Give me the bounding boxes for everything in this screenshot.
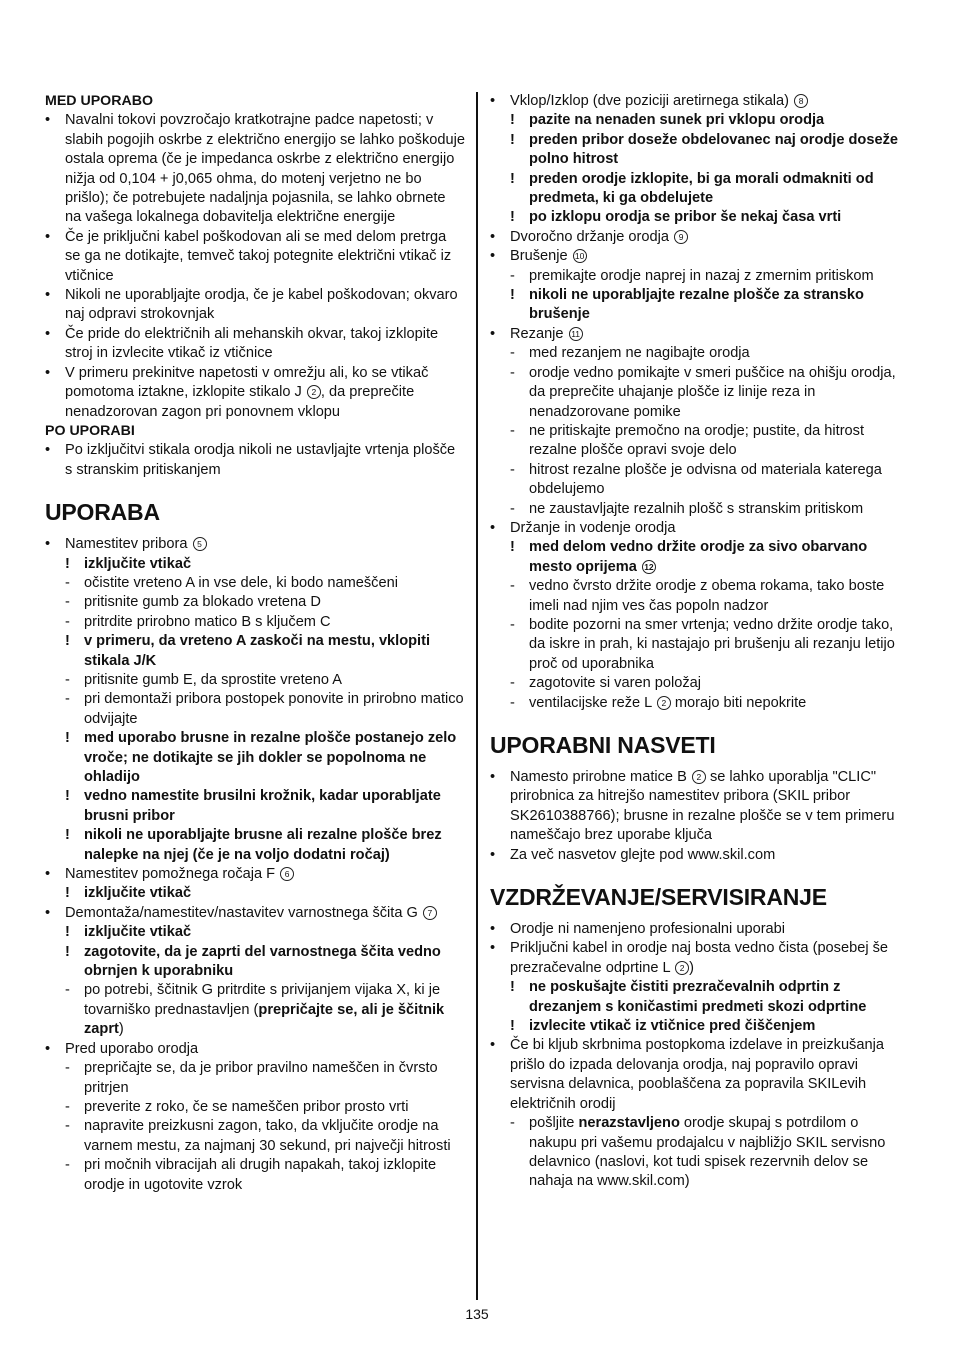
dash-marker: - [510,578,515,595]
item-text: preverite z roko, če se nameščen pribor prosto vrti [84,1098,409,1115]
exclamation-marker: ! [510,287,515,304]
dash-marker: - [510,616,515,633]
section-heading: VZDRŽEVANJE/SERVISIRANJE [490,884,827,911]
dash-marker: - [65,1157,70,1174]
dash-marker: - [65,1098,70,1115]
dash-item [45,1156,465,1195]
warning-item [45,826,465,865]
exclamation-marker: ! [510,209,515,226]
bullet-marker: • [45,866,51,883]
bullet-marker: • [45,325,51,342]
item-text: izključite vtikač [84,885,192,902]
item-text-continued: se lahko uporablja "CLIC" prirobnica za hitrejšo namestitev pribora (SKIL pribor SK2610388766); brusne in rezalne plošče se v tem primeru nameščajo brez uporabe ključa [510,769,895,844]
item-text: zagotovite, da je zaprti del varnostnega ščita vedno obrnjen k uporabniku [84,943,441,980]
exclamation-marker: ! [510,1018,515,1035]
bullet-marker: • [45,536,51,553]
dash-marker: - [65,594,70,611]
bullet-item [45,904,465,923]
item-text: v primeru, da vreteno A zaskoči na mestu, vklopiti stikala J/K [84,633,431,669]
figure-reference-number: 7 [423,906,437,920]
item-text: izvlecite vtikač iz vtičnice pred čiščenjem [529,1018,816,1035]
item-text: pritisnite gumb za blokado vretena D [84,594,321,611]
item-text: vedno čvrsto držite orodje z obema rokama, tako boste imeli nad njim ves čas popoln nadzor [529,578,885,614]
warning-item [490,131,910,170]
item-text: preden orodje izklopite, bi ga morali odmakniti od predmeta, ki ga obdelujete [529,170,874,207]
warning-item [490,208,910,227]
dash-item [45,613,465,632]
warning-item [45,884,465,903]
item-text: Namesto prirobne matice B [510,769,691,785]
item-text: Demontaža/namestitev/nastavitev varnostnega ščita G [65,904,422,921]
bullet-item [490,768,910,846]
item-text-continued: ) [689,959,695,976]
figure-reference-number: 5 [193,537,207,551]
dash-marker: - [510,364,515,381]
item-text: Brušenje [510,248,572,265]
item-text: med uporabo brusne in rezalne plošče postanejo zelo vroče; ne dotikajte se jih dokler se popolnoma ne ohladijo [84,730,457,785]
item-text: Dvoročno držanje orodja [510,228,674,245]
bullet-marker: • [490,93,496,109]
bullet-item [45,228,465,286]
item-text: pri demontaži pribora postopek ponovite in prirobno matico odvijajte [84,691,464,727]
bullet-marker: • [45,1040,51,1057]
item-text: Za več nasvetov glejte pod www.skil.com [510,846,776,863]
figure-reference-number: 10 [573,249,587,263]
bullet-item [490,228,910,247]
bullet-marker: • [490,228,496,245]
item-text: med rezanjem ne nagibajte orodja [529,345,750,362]
item-text: Rezanje [510,325,568,342]
warning-item [45,555,465,574]
item-text: Pred uporabo orodja [65,1040,199,1057]
item-text: pazite na nenaden sunek pri vklopu orodja [529,112,825,129]
item-text: orodje vedno pomikajte v smeri puščice na ohišju orodja, da preprečite uhajanje plošče iz linije reza in nenadzorovane pomike [529,364,896,420]
section-heading: UPORABNI NASVETI [490,732,716,758]
item-text: pošljite [529,1115,579,1132]
item-text: Namestitev pribora [65,536,192,553]
figure-reference-number: 2 [675,961,689,975]
bullet-marker: • [45,287,51,304]
item-text: premikajte orodje naprej in nazaj z zmernim pritiskom [529,267,874,284]
bullet-marker: • [45,442,51,459]
item-text: očistite vreteno A in vse dele, ki bodo nameščeni [84,574,398,591]
dash-item [490,422,910,461]
dash-item [490,694,910,713]
item-text: nikoli ne uporabljajte brusne ali rezalne plošče brez nalepke na njej (če je na voljo dodatni ročaj) [84,827,442,863]
item-text-continued: orodje skupaj s potrdilom o nakupu pri vašemu prodajalcu v najbližjo SKIL servisno delavnico (naslovi, kot tudi spisek rezervnih delov se nahaja na www.skil.com) [529,1115,886,1190]
dash-item [45,981,465,1039]
page-number: 135 [465,1306,489,1322]
exclamation-marker: ! [510,112,515,129]
bullet-item [45,1040,465,1059]
dash-item [45,671,465,690]
item-text: Če bi kljub skrbnima postopkoma izdelave in preizkušanja prišlo do izpada delovanja orodja, naj popravilo opravi servisna delavnica, pooblaščena za popravila SKILevih električnih orodij [510,1037,884,1112]
item-text: preden pribor doseže obdelovanec naj orodje doseže polno hitrost [529,131,898,168]
dash-item [490,267,910,286]
item-text: ne pritiskajte premočno na orodje; pustite, da hitrost rezalne plošče opravi svoje delo [529,422,865,459]
dash-marker: - [65,691,70,708]
bullet-item [45,535,465,554]
item-text-continued: ) [118,1021,124,1038]
item-text: pritisnite gumb E, da sprostite vreteno A [84,671,342,688]
exclamation-marker: ! [510,131,515,148]
dash-item [45,574,465,593]
bullet-item [490,325,910,344]
item-text: V primeru prekinitve napetosti v omrežju ali, ko se vtikač pomotoma iztakne, izklopite stikalo J [65,364,429,401]
dash-item [490,674,910,693]
dash-marker: - [510,345,515,362]
dash-marker: - [65,574,70,591]
bullet-item [490,1036,910,1114]
exclamation-marker: ! [65,924,70,941]
exclamation-marker: ! [510,539,515,556]
bullet-marker: • [45,364,51,381]
figure-reference-number: 6 [280,867,294,881]
bullet-marker: • [490,325,496,342]
item-text-continued: , da preprečite nenadzorovan zagon pri ponovnem vklopu [65,384,415,420]
dash-item [45,1098,465,1117]
item-text: zagotovite si varen položaj [529,675,701,692]
exclamation-marker: ! [65,827,70,844]
warning-item [490,170,910,209]
bullet-marker: • [490,769,496,785]
item-text: napravite preizkusni zagon, tako, da vključite orodje na varnem mestu, za najmanj 30 sekund, pri največji hitrosti [84,1118,451,1154]
item-text: ne poskušajte čistiti prezračevalnih odprtin z drezanjem s koničastimi predmeti skozi odprtine [529,979,867,1015]
bullet-marker: • [45,904,51,921]
left-column [45,92,465,1195]
dash-item [45,1059,465,1098]
figure-reference-number: 2 [692,770,706,784]
item-text: izključite vtikač [84,555,192,572]
right-column [490,92,910,1192]
dash-marker: - [510,267,515,284]
item-text: hitrost rezalne plošče je odvisna od materiala katerega obdelujemo [529,461,882,498]
item-text: Orodje ni namenjeno profesionalni uporabi [510,921,786,938]
item-text: pri močnih vibracijah ali drugih napakah, takoj izklopite orodje in ugotovite vzrok [84,1157,437,1193]
warning-item [45,632,465,671]
figure-reference-number: 11 [569,327,583,341]
warning-item [490,1017,910,1036]
bullet-item [45,111,465,227]
dash-item [490,461,910,500]
section-heading: UPORABA [45,499,160,526]
dash-item [45,593,465,612]
bullet-marker: • [490,846,496,863]
bullet-marker: • [490,248,496,265]
item-bold-text: prepričajte se, ali je ščitnik zaprt [84,1001,445,1038]
subheading: MED UPORABO [45,93,153,109]
dash-marker: - [510,675,515,692]
bullet-item [490,846,910,865]
item-text: Nikoli ne uporabljajte orodja, če je kabel poškodovan; okvaro naj odpravi strokovnjak [65,287,458,323]
dash-marker: - [510,461,515,478]
exclamation-marker: ! [65,885,70,902]
bullet-item [490,920,910,939]
bullet-item [490,247,910,266]
dash-marker: - [510,694,515,711]
dash-marker: - [65,982,70,999]
dash-marker: - [510,500,515,517]
warning-item [490,111,910,130]
item-text: po izklopu orodja se pribor še nekaj časa vrti [529,209,842,226]
exclamation-marker: ! [510,979,515,996]
item-text: izključite vtikač [84,924,192,941]
item-text: Če pride do električnih ali mehanskih okvar, takoj izklopite stroj in izvlecite vtikač iz vtičnice [65,325,439,362]
item-text: ne zaustavljajte rezalnih plošč s stranskim pritiskom [529,500,864,517]
dash-item [490,500,910,519]
item-text: nikoli ne uporabljajte rezalne plošče za stransko brušenje [529,287,864,323]
dash-marker: - [65,1060,70,1077]
dash-item [490,364,910,422]
dash-item [490,1114,910,1192]
bullet-item [45,364,465,422]
dash-item [45,690,465,729]
bullet-marker: • [490,1037,496,1054]
figure-reference-number: 8 [794,94,808,108]
item-text: vedno namestite brusilni krožnik, kadar uporabljate brusni pribor [84,788,441,824]
warning-item [45,923,465,942]
item-text: pritrdite prirobno matico B s ključem C [84,613,331,630]
item-text: med delom vedno držite orodje za sivo obarvano mesto oprijema [529,539,868,575]
warning-item [490,538,910,577]
item-text: Priključni kabel in orodje naj bosta vedno čista (posebej še prezračevalne odprtine L [510,940,889,976]
column-divider [476,92,478,1300]
item-text: bodite pozorni na smer vrtenja; vedno držite orodje tako, da iskre in prah, ki nastajajo pri brušenju ali rezanju letijo proč od uporabnika [529,616,895,672]
figure-reference-number: 2 [307,385,321,399]
bullet-marker: • [490,519,496,536]
figure-reference-number: 12 [642,560,656,574]
warning-item [45,729,465,787]
bullet-item [490,92,910,111]
item-text: Držanje in vodenje orodja [510,519,676,536]
dash-marker: - [65,671,70,688]
bullet-item [490,939,910,978]
bullet-marker: • [490,940,496,957]
exclamation-marker: ! [65,943,70,960]
warning-item [490,978,910,1017]
dash-marker: - [65,613,70,630]
warning-item [490,286,910,325]
bullet-item [45,286,465,325]
item-text: Če je priključni kabel poškodovan ali se med delom pretrga se ga ne dotikajte, temveč takoj potegnite električni vtikač iz vtičnice [65,228,452,284]
item-bold-text: nerazstavljeno [578,1115,680,1132]
bullet-item [45,441,465,480]
item-text: ventilacijske reže L [529,694,656,711]
exclamation-marker: ! [510,170,515,187]
item-text: Namestitev pomožnega ročaja F [65,866,280,883]
figure-reference-number: 2 [657,696,671,710]
exclamation-marker: ! [65,555,70,572]
exclamation-marker: ! [65,633,70,650]
bullet-marker: • [490,921,496,938]
bullet-item [45,325,465,364]
figure-reference-number: 9 [674,230,688,244]
subheading: PO UPORABI [45,422,135,439]
exclamation-marker: ! [65,730,70,747]
dash-item [45,1117,465,1156]
dash-marker: - [65,1118,70,1135]
dash-marker: - [510,1115,515,1132]
dash-item [490,616,910,674]
item-text: Vklop/Izklop (dve poziciji aretirnega stikala) [510,93,794,109]
dash-item [490,344,910,363]
bullet-marker: • [45,228,51,245]
item-text: prepričajte se, da je pribor pravilno nameščen in čvrsto pritrjen [84,1060,438,1096]
bullet-item [490,519,910,538]
warning-item [45,943,465,982]
item-text: Po izključitvi stikala orodja nikoli ne ustavljajte vrtenja plošče s stranskim pritiskanjem [65,442,456,478]
item-text: Navalni tokovi povzročajo kratkotrajne padce napetosti; v slabih pogojih oskrbe z električno energijo se lahko poškoduje ostala oprema (če je impedanca oskrbe z električno energijo nižja od 0,104 + j0,065 ohma, do motenj verjetno ne bo prišlo); če potrebujete nadaljnja pojasnila, se lahko obrnete na vašega lokalnega dobavitelja električne energije [65,112,465,226]
item-text-continued: morajo biti nepokrite [670,694,807,711]
exclamation-marker: ! [65,788,70,805]
item-text: po potrebi, ščitnik G pritrdite s privijanjem vijaka X, ki je tovarniško prednastavljen ( [84,982,441,1018]
warning-item [45,787,465,826]
dash-marker: - [510,422,515,439]
dash-item [490,577,910,616]
bullet-item [45,865,465,884]
bullet-marker: • [45,112,51,129]
